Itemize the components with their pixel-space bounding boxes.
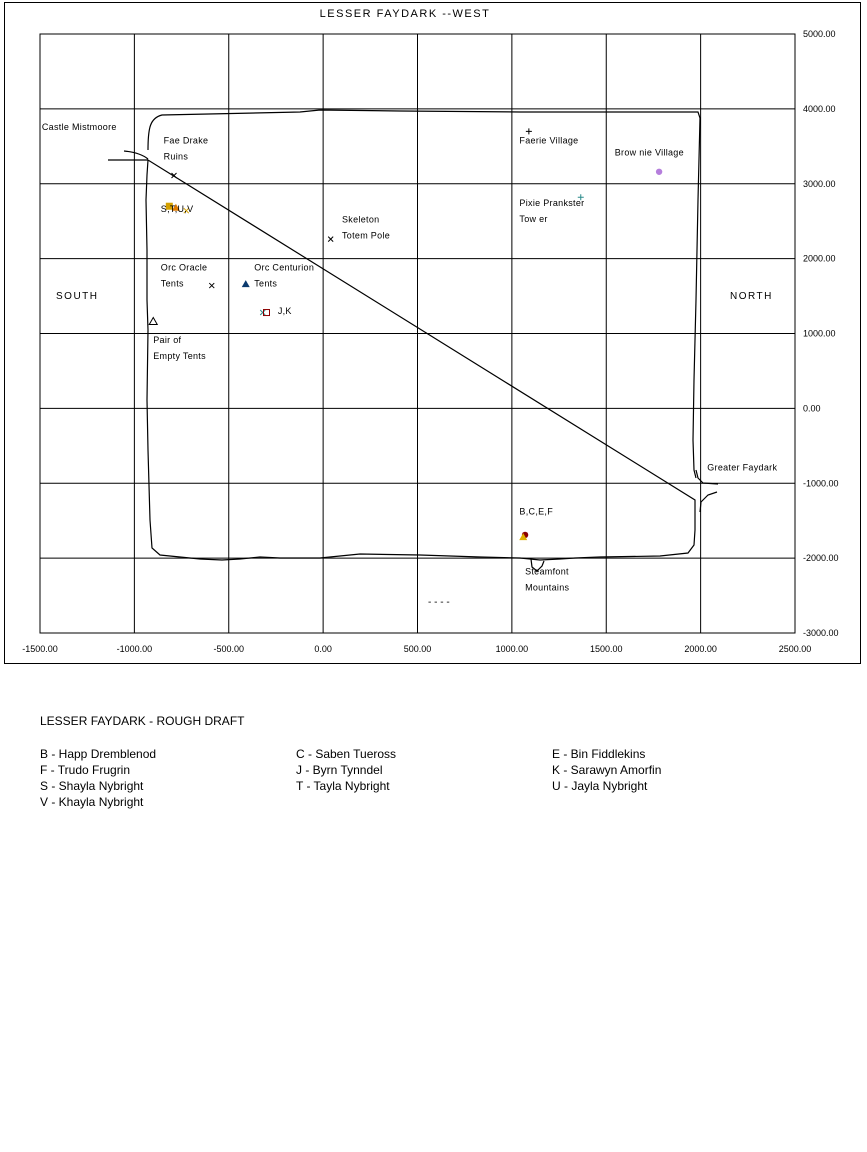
y-tick-label: 5000.00	[803, 29, 836, 39]
north-label: NORTH	[730, 291, 773, 302]
place-labels	[42, 122, 778, 593]
brownie-village-dot-marker	[656, 169, 662, 175]
jk-x-marker	[260, 310, 265, 315]
legend-entry: E - Bin Fiddlekins	[552, 747, 646, 761]
legend-entry: F - Trudo Frugrin	[40, 763, 131, 777]
legend-entry: K - Sarawyn Amorfin	[552, 763, 662, 777]
legend-entry: B - Happ Dremblenod	[40, 747, 157, 761]
greater-faydark-label: Greater Faydark	[707, 462, 778, 473]
fae-drake-ruins-label: Fae Drake	[163, 135, 209, 146]
orc-oracle-x-marker	[209, 283, 214, 288]
y-tick-label: -3000.00	[803, 628, 839, 638]
brownie-village-label: Brow nie Village	[614, 147, 684, 158]
x-tick-label: 500.00	[403, 644, 432, 654]
y-tick-label: 4000.00	[803, 103, 836, 114]
faerie-village-label: Faerie Village	[519, 135, 579, 146]
pair-of-empty-tents-label: Empty Tents	[153, 351, 206, 362]
orc-oracle-tents-label: Tents	[160, 278, 184, 289]
legend-entry: V - Khayla Nybright	[40, 795, 144, 809]
legend-entry: C - Saben Tueross	[296, 747, 397, 761]
faerie-village-plus-marker	[526, 128, 532, 134]
orc-centurion-triangle-marker	[242, 280, 250, 287]
map-markers	[149, 128, 662, 540]
skeleton-totem-pole-label: Totem Pole	[342, 230, 391, 241]
skeleton-totem-pole-label: Skeleton	[342, 214, 380, 225]
x-axis-tick-labels	[22, 644, 811, 654]
legend-entry: U - Jayla Nybright	[552, 779, 648, 793]
y-axis-tick-labels	[803, 29, 839, 638]
jk-label: J,K	[277, 306, 292, 317]
skeleton-x-marker	[328, 237, 333, 242]
legend-entry: T - Tayla Nybright	[296, 779, 390, 793]
x-tick-label: 2500.00	[778, 644, 812, 654]
grid-lines	[40, 34, 795, 633]
y-tick-label: -2000.00	[803, 553, 839, 564]
x-tick-label: -1500.00	[22, 644, 58, 654]
x-tick-label: 0.00	[314, 644, 332, 654]
south-label: SOUTH	[56, 291, 99, 302]
dash-mark: - - - -	[428, 597, 450, 608]
legend-entry: S - Shayla Nybright	[40, 779, 144, 793]
greater-faydark-zoneline	[696, 470, 718, 512]
y-tick-label: 0.00	[803, 403, 821, 414]
orc-oracle-tents-label: Orc Oracle	[160, 262, 208, 273]
castle-mistmoore-zoneline	[108, 151, 148, 160]
empty-tents-triangle-marker	[149, 318, 157, 325]
map-title: LESSER FAYDARK --WEST	[319, 8, 491, 20]
orc-centurion-tents-label: Orc Centurion	[254, 262, 315, 273]
bcef-label: B,C,E,F	[519, 506, 554, 517]
y-tick-label: 3000.00	[803, 178, 836, 189]
pixie-prankster-tower-label: Pixie Prankster	[519, 198, 585, 209]
x-tick-label: -1000.00	[116, 644, 153, 654]
steamfont-mountains-label: Mountains	[525, 582, 570, 593]
x-tick-label: 1000.00	[495, 644, 529, 654]
pair-of-empty-tents-label: Pair of	[153, 335, 182, 346]
steamfont-mountains-label: Steamfont	[525, 566, 569, 577]
orc-centurion-tents-label: Tents	[254, 278, 278, 289]
x-tick-label: -500.00	[213, 644, 245, 654]
legend-list	[40, 746, 820, 810]
y-tick-label: -1000.00	[803, 478, 839, 489]
fae-drake-ruins-label: Ruins	[163, 151, 189, 162]
stuv-label: S,T,U,V	[160, 204, 194, 215]
y-tick-label: 1000.00	[803, 328, 836, 339]
castle-mistmoore-label: Castle Mistmoore	[41, 121, 117, 132]
x-tick-label: 1500.00	[589, 644, 623, 654]
x-tick-label: 2000.00	[684, 644, 717, 654]
legend-entry: J - Byrn Tynndel	[296, 763, 383, 777]
y-tick-label: 2000.00	[803, 253, 836, 264]
legend-title: LESSER FAYDARK - ROUGH DRAFT	[40, 714, 245, 728]
pixie-prankster-tower-label: Tow er	[519, 214, 548, 225]
